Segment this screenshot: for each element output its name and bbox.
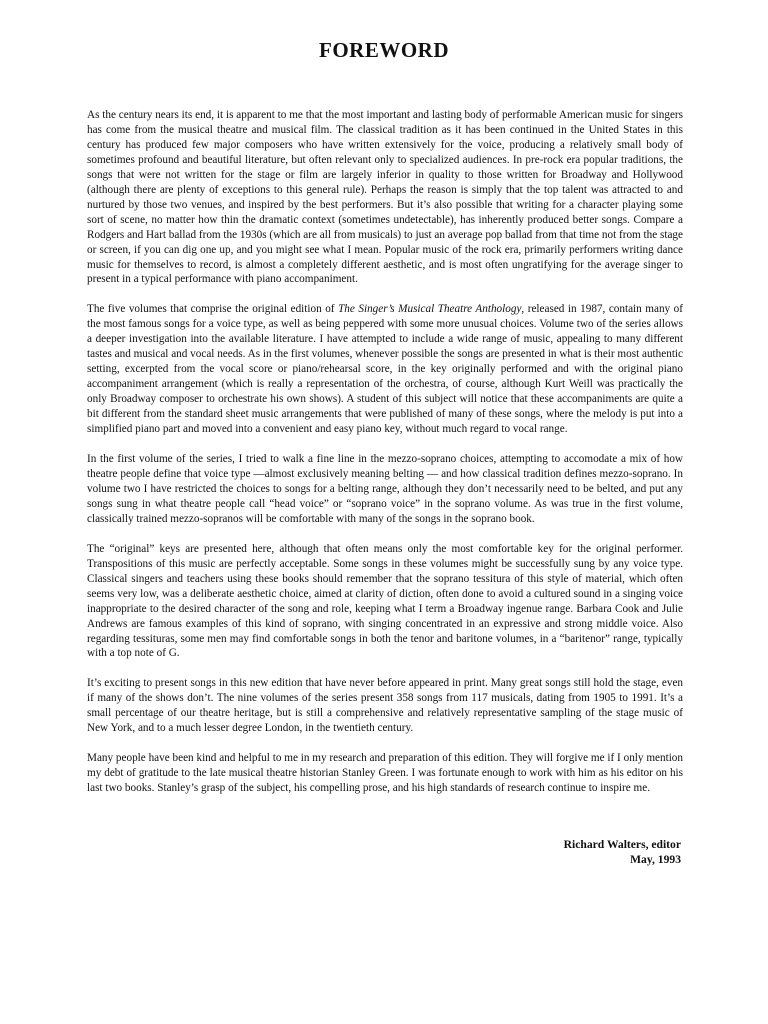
signature-name: Richard Walters, editor	[563, 838, 681, 851]
paragraph-text: It’s exciting to present songs in this new edition that have never before appeared in print. Many great songs still hold the stage, even if many of the shows don’t. The nine volumes of the series present 358 songs from 117 musicals, dating from 1905 to 1991. It’s a small percentage of our theatre heritage, but is still a comprehensive and relatively representative sampling of the stage music of New York, and to a much lesser degree London, in the twentieth century.	[87, 677, 683, 735]
paragraph-text: The “original” keys are presented here, although that often means only the most comfortable key for the original performer. Transpositions of this music are perfectly acceptable. Some songs in these volumes might be successfully sung by any voice type. Classical singers and teachers using these books should remember that the soprano tessitura of this style of material, which often seems very low, was a deliberate aesthetic choice, aimed at clarity of diction, often done to avoid a cultured sound in a singing voice inappropriate to the desired character of the song and role, keeping what I term a Broadway ingenue range. Barbara Cook and Julie Andrews are famous examples of this kind of soprano, with singing concentrated in an expressive and strong middle voice. Also regarding tessituras, some men may find comfortable songs in both the tenor and baritone volumes, in a “baritenor” range, typically with a top note of G.	[87, 542, 683, 660]
paragraph-4	[87, 542, 683, 662]
foreword-body	[87, 108, 683, 811]
paragraph-1	[87, 108, 683, 287]
paragraph-text: The five volumes that comprise the original edition of	[87, 303, 339, 316]
paragraph-text: Many people have been kind and helpful to me in my research and preparation of this edition. They will forgive me if I only mention my debt of gratitude to the late musical theatre historian Stanley Green. I was fortunate enough to work with him as his editor on his last two books. Stanley’s grasp of the subject, his compelling prose, and his high standards of research continue to inspire me.	[87, 752, 683, 795]
signature-date: May, 1993	[630, 852, 681, 866]
paragraph-2	[87, 302, 683, 437]
paragraph-text: As the century nears its end, it is apparent to me that the most important and lasting body of performable American music for singers has come from the musical theatre and musical film. The classical tradition as it has been continued in the United States in this century has produced few major composers who have written extensively for the voice, producing a relatively small body of sometimes profound and beautiful literature, but often relevant only to specialized audiences. In pre-rock era popular traditions, the songs that were not written for the stage or film are largely inferior in quality to those written for Broadway and Hollywood (although there are plenty of exceptions to this general rule). Perhaps the reason is simply that the top talent was attracted to and nurtured by those two venues, and inspired by the best performers. But it’s also possible that writing for a character playing some sort of scene, no matter how thin the dramatic context (sometimes undetectable), has inherently produced better songs. Compare a Rodgers and Hart ballad from the 1930s (which are all from musicals) to just an average pop ballad from that time not from the stage or screen, if you can dig one up, and you might see what I mean. Popular music of the rock era, primarily performers writing dance music for themselves to record, is almost a completely different aesthetic, and is most often ungratifying for the average singer to present in a typical performance with piano accompaniment.	[87, 109, 683, 286]
signature-block	[564, 838, 681, 867]
paragraph-5	[87, 676, 683, 736]
book-title-italic: The Singer’s Musical Theatre Anthology	[338, 303, 522, 316]
paragraph-text: , released in 1987, contain many of the most famous songs for a voice type, as well as being peppered with some more unusual choices. Volume two of the series allows a deeper investigation into the available literature. I have attempted to include a wide range of music, appealing to many different tastes and musical and vocal needs. As in the first volumes, whenever possible the songs are presented in what is their most authentic setting, excerpted from the vocal score or piano/rehearsal score, in the key originally performed and with the original piano accompaniment arrangement (which is really a representation of the orchestra, of course, although Kurt Weill was practically the only Broadway composer to orchestrate his own shows). A student of this subject will notice that these accompaniments are quite a bit different from the standard sheet music arrangements that were published of many of these songs, where the melody is put into a simplified piano part and moved into a convenient and easy piano key, without much regard to vocal range.	[87, 303, 683, 436]
paragraph-6	[87, 751, 683, 796]
page-title: FOREWORD	[319, 38, 449, 62]
paragraph-text: In the first volume of the series, I tried to walk a fine line in the mezzo-soprano choices, attempting to accomodate a mix of how theatre people define that voice type —almost exclusively meaning belting — and how classical tradition defines mezzo-soprano. In volume two I have restricted the choices to songs for a belting range, although they don’t necessarily need to be belted, and put any songs sung in what theatre people call “head voice” or “soprano voice” in the soprano volume. As was true in the first volume, classically trained mezzo-sopranos will be comfortable with many of the songs in the soprano book.	[87, 453, 683, 525]
paragraph-3	[87, 452, 683, 527]
